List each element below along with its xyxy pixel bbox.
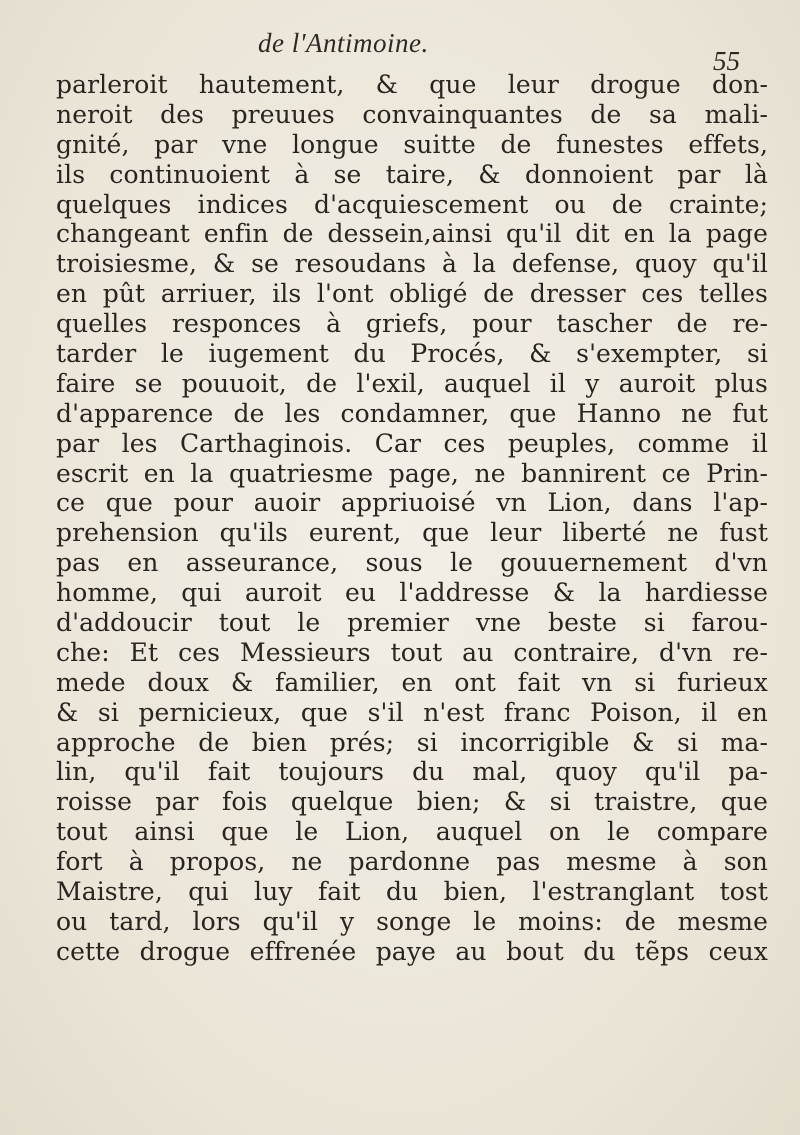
text-line: ce que pour auoir appriuoisé vn Lion, dans l'ap-	[56, 488, 768, 518]
text-line: fort à propos, ne pardonne pas mesme à son	[56, 847, 768, 877]
text-line: roisse par fois quelque bien; & si traistre, que	[56, 787, 768, 817]
text-line: mede doux & familier, en ont fait vn si furieux	[56, 667, 768, 697]
page-number: 55	[713, 46, 740, 76]
text-line: par les Carthaginois. Car ces peuples, comme il	[56, 428, 768, 458]
text-line: d'apparence de les condamner, que Hanno ne fut	[56, 398, 768, 428]
running-title: de l'Antimoine.	[258, 28, 429, 58]
text-line: ou tard, lors qu'il y songe le moins: de mesme	[56, 906, 768, 936]
text-line: tarder le iugement du Procés, & s'exempter, si	[56, 339, 768, 369]
text-line: che: Et ces Messieurs tout au contraire, d'vn re-	[56, 637, 768, 667]
text-line: Maistre, qui luy fait du bien, l'estranglant tost	[56, 877, 768, 907]
text-line: lin, qu'il fait toujours du mal, quoy qu'il pa-	[56, 757, 768, 787]
text-line: faire se pouuoit, de l'exil, auquel il y auroit plus	[56, 368, 768, 398]
text-line: en pût arriuer, ils l'ont obligé de dresser ces telles	[56, 279, 768, 309]
text-line: neroit des preuues convainquantes de sa mali-	[56, 99, 768, 129]
body-text	[56, 70, 768, 967]
text-line: approche de bien prés; si incorrigible & si ma-	[56, 727, 768, 757]
text-line: troisiesme, & se resoudans à la defense, quoy qu'il	[56, 249, 768, 279]
text-line: ils continuoient à se taire, & donnoient par là	[56, 159, 768, 189]
text-line: escrit en la quatriesme page, ne bannirent ce Prin-	[56, 458, 768, 488]
text-line: quelles responces à griefs, pour tascher de re-	[56, 309, 768, 339]
text-line: gnité, par vne longue suitte de funestes effets,	[56, 129, 768, 159]
text-line: tout ainsi que le Lion, auquel on le compare	[56, 817, 768, 847]
text-line: prehension qu'ils eurent, que leur liberté ne fust	[56, 518, 768, 548]
text-line: d'addoucir tout le premier vne beste si farou-	[56, 608, 768, 638]
text-line: pas en asseurance, sous le gouuernement d'vn	[56, 548, 768, 578]
text-line: cette drogue effrenée paye au bout du tẽps ceux	[56, 936, 768, 966]
text-line: quelques indices d'acquiescement ou de crainte;	[56, 189, 768, 219]
text-line: & si pernicieux, que s'il n'est franc Poison, il en	[56, 697, 768, 727]
text-line: homme, qui auroit eu l'addresse & la hardiesse	[56, 578, 768, 608]
text-line: parleroit hautement, & que leur drogue don-	[56, 70, 768, 99]
text-line: changeant enfin de dessein,ainsi qu'il dit en la page	[56, 219, 768, 249]
page-header	[0, 28, 800, 76]
